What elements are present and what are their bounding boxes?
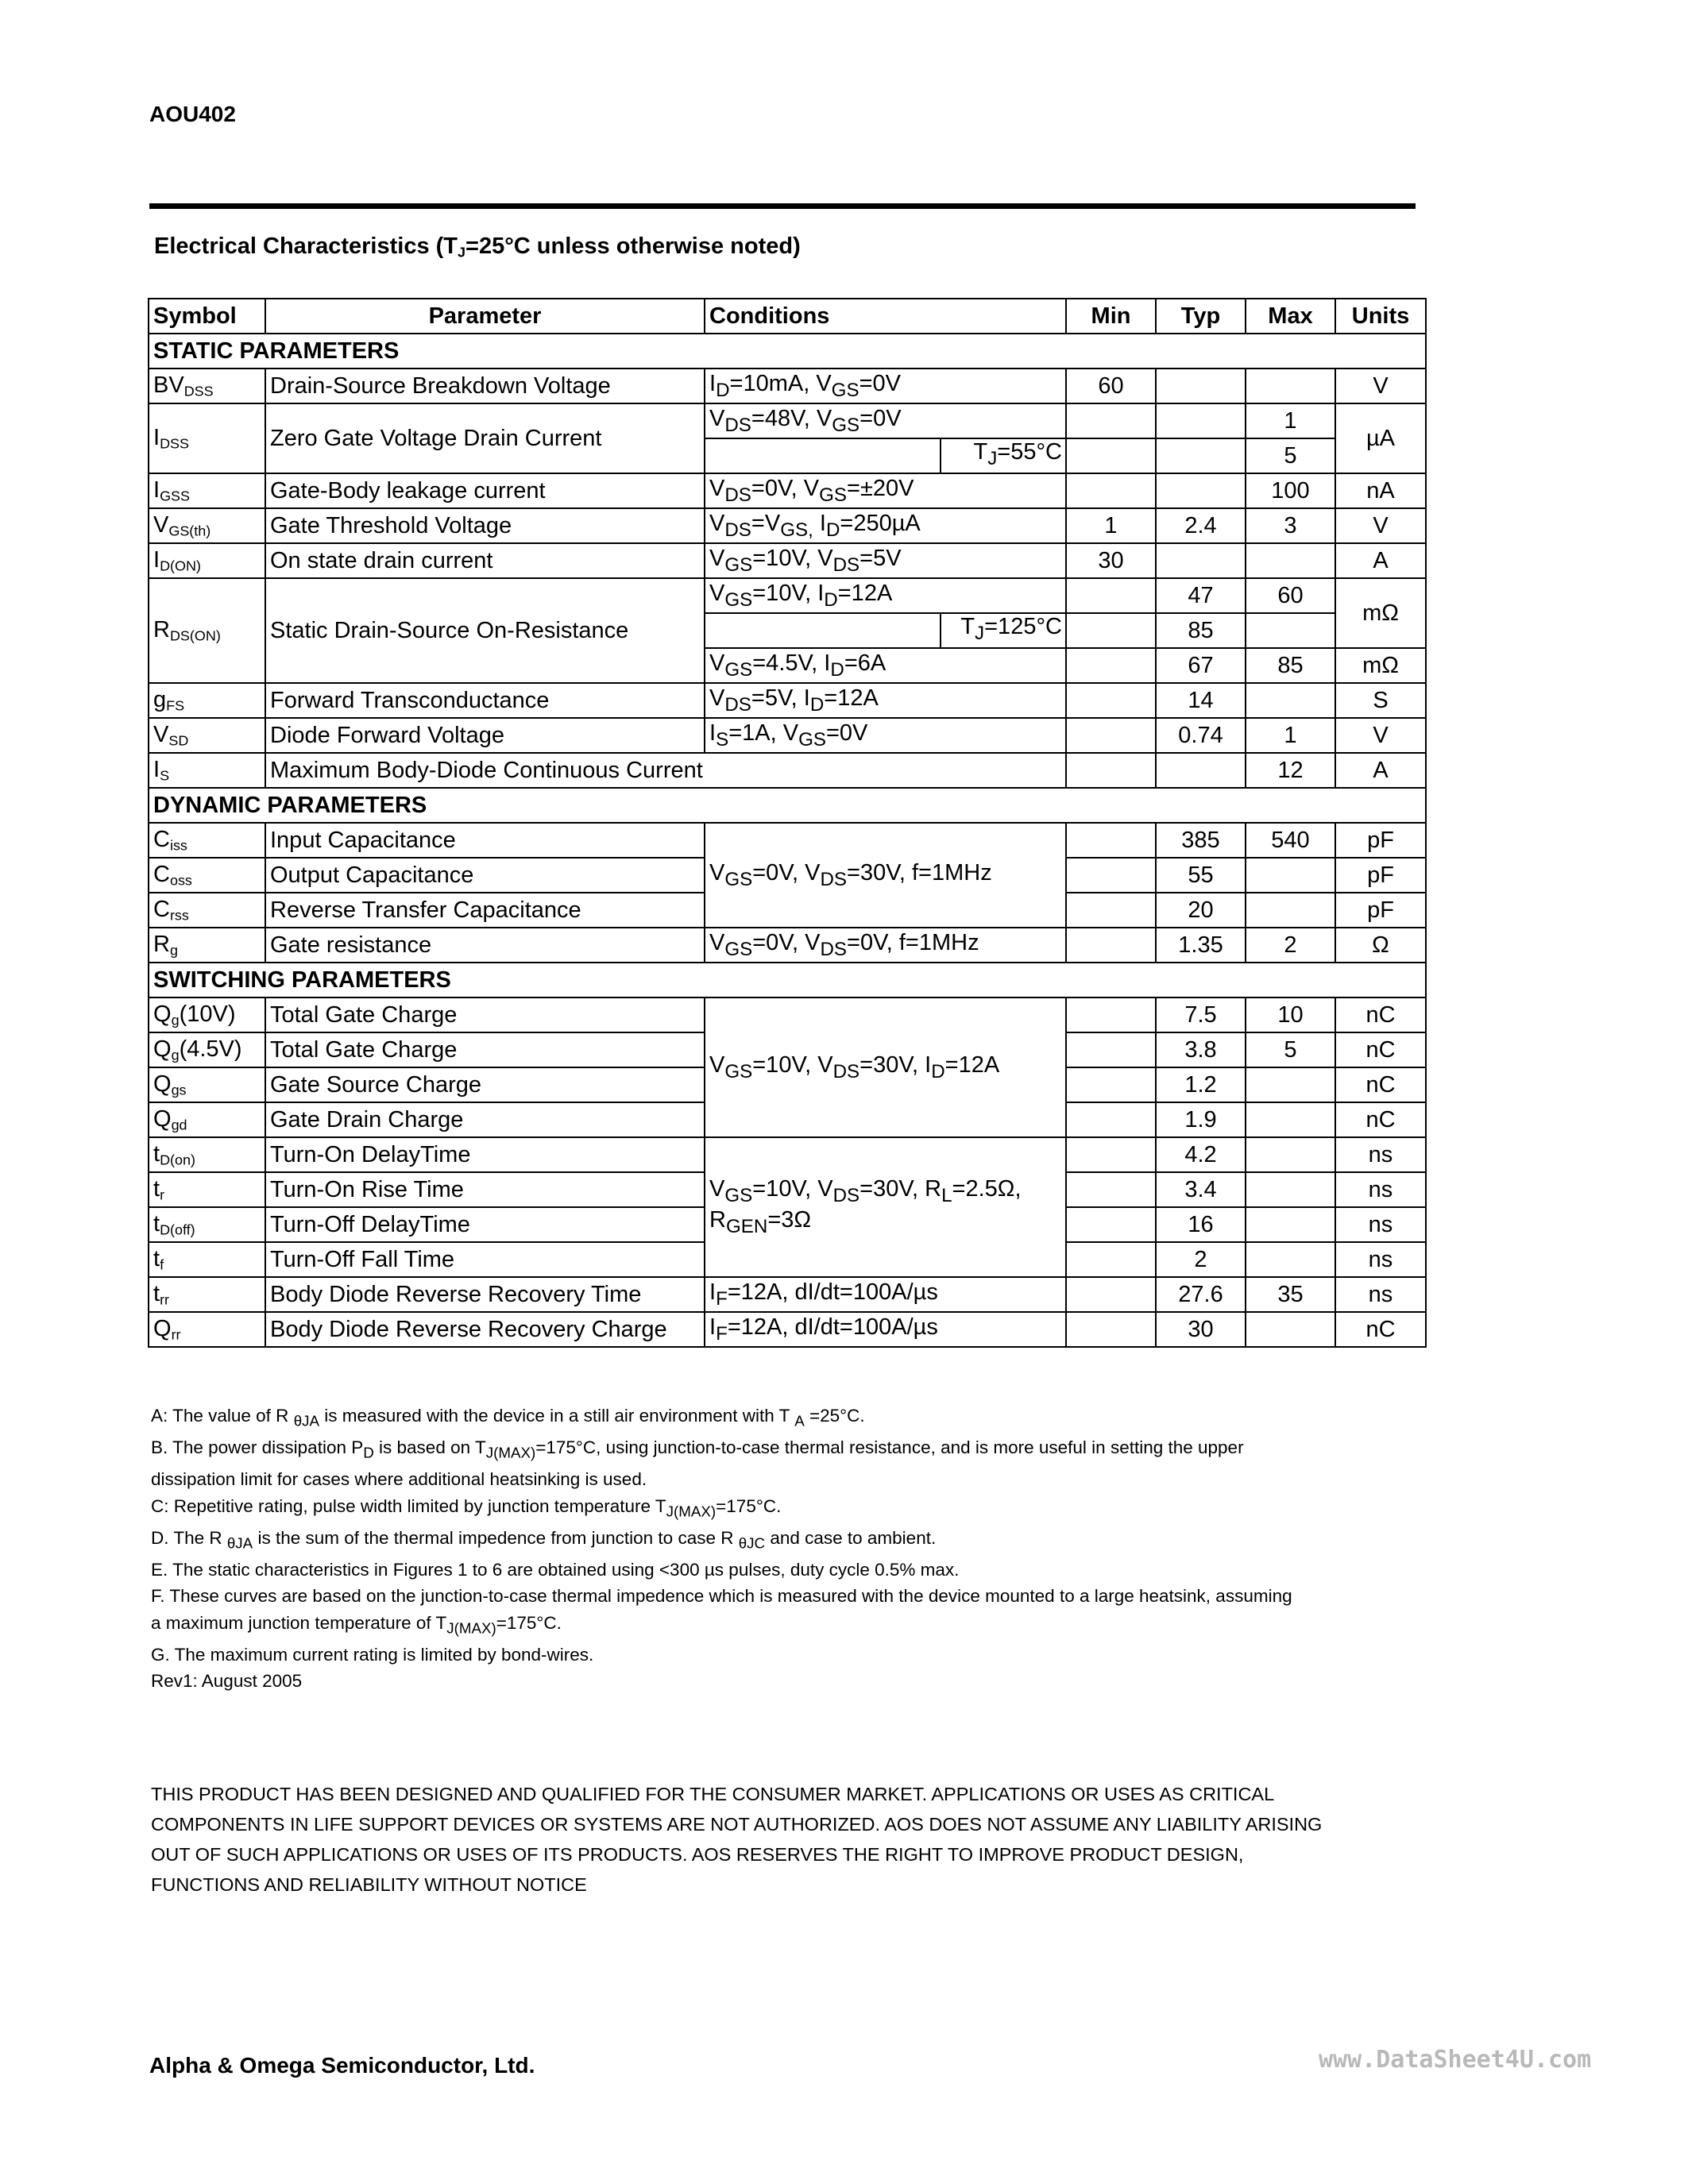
unit-cell: nC	[1335, 1312, 1426, 1347]
symbol-cell: $t_r$	[149, 1172, 265, 1207]
symbol-cell: $Q_{gd}$	[149, 1102, 265, 1137]
group-row-switching	[149, 963, 1426, 997]
typ-cell: 1.2	[1156, 1067, 1246, 1102]
unit-cell: A	[1335, 543, 1426, 578]
max-cell: 1	[1246, 403, 1335, 438]
min-cell	[1066, 1242, 1156, 1277]
typ-cell	[1156, 438, 1246, 473]
unit-cell: ns	[1335, 1172, 1426, 1207]
table-row	[149, 823, 1426, 858]
symbol-cell: $I_{DSS}$	[149, 403, 265, 473]
header-symbol: Symbol	[149, 299, 265, 334]
symbol-cell: $t_f$	[149, 1242, 265, 1277]
table-row	[149, 543, 1426, 578]
typ-cell: 20	[1156, 893, 1246, 928]
parameter-cell: Turn-On Rise Time	[265, 1172, 705, 1207]
unit-cell: ns	[1335, 1277, 1426, 1312]
min-cell	[1066, 928, 1156, 963]
condition-cell: $V_{GS}=10V$, $V_{DS}=30V$, $I_D=12A$	[705, 997, 1066, 1137]
condition-cell: $V_{GS}=10V$, $V_{DS}=30V$, $R_L=2.5\Omega$, $R_{GEN}=3\Omega$	[705, 1137, 1066, 1277]
parameter-cell: Gate Threshold Voltage	[265, 508, 705, 543]
max-cell	[1246, 1102, 1335, 1137]
typ-cell	[1156, 369, 1246, 403]
section-title-prefix: Electrical Characteristics (T	[154, 233, 458, 259]
footnotes	[151, 1403, 1430, 1695]
parameter-cell: Body Diode Reverse Recovery Time	[265, 1277, 705, 1312]
parameter-cell: Diode Forward Voltage	[265, 718, 705, 753]
group-label: DYNAMIC PARAMETERS	[149, 788, 1426, 823]
section-title	[154, 233, 801, 260]
min-cell	[1066, 648, 1156, 683]
unit-cell: nA	[1335, 473, 1426, 508]
symbol-cell: $C_{oss}$	[149, 858, 265, 893]
max-cell	[1246, 1067, 1335, 1102]
typ-cell: 16	[1156, 1207, 1246, 1242]
symbol-cell: $Q_g(10V)$	[149, 997, 265, 1032]
max-cell	[1246, 613, 1335, 648]
disclaimer-line: OUT OF SUCH APPLICATIONS OR USES OF ITS PRODUCTS. AOS RESERVES THE RIGHT TO IMPROVE PRODUCT DESIGN,	[151, 1844, 1244, 1865]
header-max: Max	[1246, 299, 1335, 334]
min-cell	[1066, 893, 1156, 928]
max-cell	[1246, 1207, 1335, 1242]
max-cell	[1246, 1242, 1335, 1277]
parameter-cell: Zero Gate Voltage Drain Current	[265, 403, 705, 473]
symbol-cell: $R_{DS(ON)}$	[149, 578, 265, 683]
table-header-row	[149, 299, 1426, 334]
symbol-cell: $I_S$	[149, 753, 265, 788]
condition-cell: $V_{GS}=10V$, $I_D=12A$	[705, 578, 1066, 613]
unit-cell: µA	[1335, 403, 1426, 473]
symbol-cell: $R_g$	[149, 928, 265, 963]
min-cell	[1066, 1137, 1156, 1172]
min-cell	[1066, 1277, 1156, 1312]
typ-cell: 67	[1156, 648, 1246, 683]
group-row-static	[149, 334, 1426, 369]
parameter-cell: Static Drain-Source On-Resistance	[265, 578, 705, 683]
min-cell	[1066, 718, 1156, 753]
header-units: Units	[1335, 299, 1426, 334]
condition-cell: $V_{GS}=4.5V$, $I_D=6A$	[705, 648, 1066, 683]
max-cell	[1246, 858, 1335, 893]
footnote: A: The value of R $_{\theta JA}$ is measured with the device in a still air environment with T $_A$ =25°C.	[151, 1406, 865, 1430]
min-cell: 30	[1066, 543, 1156, 578]
table-row	[149, 508, 1426, 543]
table-row	[149, 473, 1426, 508]
typ-cell: 55	[1156, 858, 1246, 893]
group-row-dynamic	[149, 788, 1426, 823]
parameter-cell: Input Capacitance	[265, 823, 705, 858]
parameter-cell: Total Gate Charge	[265, 997, 705, 1032]
table-row	[149, 1312, 1426, 1347]
parameter-cell: Body Diode Reverse Recovery Charge	[265, 1312, 705, 1347]
header-typ: Typ	[1156, 299, 1246, 334]
disclaimer-line: FUNCTIONS AND RELIABILITY WITHOUT NOTICE	[151, 1874, 587, 1895]
max-cell	[1246, 369, 1335, 403]
typ-cell: 3.4	[1156, 1172, 1246, 1207]
symbol-cell: $t_{D(on)}$	[149, 1137, 265, 1172]
max-cell	[1246, 543, 1335, 578]
condition-cell: $I_F=12A$, dI/dt=100A/µs	[705, 1312, 1066, 1347]
min-cell	[1066, 1207, 1156, 1242]
unit-cell: ns	[1335, 1137, 1426, 1172]
unit-cell: A	[1335, 753, 1426, 788]
footnote: C: Repetitive rating, pulse width limited by junction temperature $T_{J(MAX)}=175^\circ C$.	[151, 1495, 782, 1519]
parameter-cell: Gate Drain Charge	[265, 1102, 705, 1137]
condition-cell: $V_{GS}=0V$, $V_{DS}=30V$, f=1MHz	[705, 823, 1066, 928]
symbol-cell: $C_{iss}$	[149, 823, 265, 858]
symbol-cell: $V_{GS(th)}$	[149, 508, 265, 543]
unit-cell: V	[1335, 369, 1426, 403]
typ-cell: 14	[1156, 683, 1246, 718]
parameter-cell: Turn-Off DelayTime	[265, 1207, 705, 1242]
max-cell: 1	[1246, 718, 1335, 753]
min-cell	[1066, 1312, 1156, 1347]
table-row	[149, 1277, 1426, 1312]
min-cell	[1066, 1067, 1156, 1102]
typ-cell	[1156, 403, 1246, 438]
symbol-cell: $t_{rr}$	[149, 1277, 265, 1312]
symbol-cell: $Q_{rr}$	[149, 1312, 265, 1347]
typ-cell: 0.74	[1156, 718, 1246, 753]
disclaimer-line: COMPONENTS IN LIFE SUPPORT DEVICES OR SYSTEMS ARE NOT AUTHORIZED. AOS DOES NOT ASSUME ANY LIABILITY ARISING	[151, 1814, 1323, 1835]
typ-cell: 85	[1156, 613, 1246, 648]
condition-cell: $V_{DS}=48V$, $V_{GS}=0V$	[705, 403, 1066, 438]
condition-cell	[705, 438, 1066, 473]
group-label: STATIC PARAMETERS	[149, 334, 1426, 369]
company-name: Alpha & Omega Semiconductor, Ltd.	[149, 2053, 535, 2078]
min-cell	[1066, 1172, 1156, 1207]
unit-cell: ns	[1335, 1207, 1426, 1242]
max-cell: 100	[1246, 473, 1335, 508]
max-cell: 3	[1246, 508, 1335, 543]
parameter-cell: Maximum Body-Diode Continuous Current	[265, 753, 1066, 788]
typ-cell: 4.2	[1156, 1137, 1246, 1172]
unit-cell: nC	[1335, 1067, 1426, 1102]
typ-cell: 47	[1156, 578, 1246, 613]
typ-cell: 385	[1156, 823, 1246, 858]
min-cell: 60	[1066, 369, 1156, 403]
parameter-cell: On state drain current	[265, 543, 705, 578]
table-row	[149, 997, 1426, 1032]
footnote: G. The maximum current rating is limited by bond-wires.	[151, 1644, 594, 1665]
condition-cell: $V_{DS}=0V$, $V_{GS}=\pm 20V$	[705, 473, 1066, 508]
symbol-cell: $g_{FS}$	[149, 683, 265, 718]
footnote: F. These curves are based on the junction-to-case thermal impedence which is measured with the device mounted to a large heatsink, assuming	[151, 1586, 1292, 1606]
group-label: SWITCHING PARAMETERS	[149, 963, 1426, 997]
symbol-cell: $C_{rss}$	[149, 893, 265, 928]
footnote: B. The power dissipation $P_D$ is based on $T_{J(MAX)}=175^\circ C$, using junction-to-case thermal resistance, and is more useful in setting the upper	[151, 1437, 1244, 1461]
max-cell: 2	[1246, 928, 1335, 963]
disclaimer	[151, 1779, 1422, 1900]
min-cell	[1066, 1032, 1156, 1067]
footnote: E. The static characteristics in Figures 1 to 6 are obtained using <300 µs pulses, duty cycle 0.5% max.	[151, 1559, 960, 1580]
parameter-cell: Output Capacitance	[265, 858, 705, 893]
max-cell	[1246, 683, 1335, 718]
unit-cell: mΩ	[1335, 578, 1426, 648]
symbol-cell: $BV_{DSS}$	[149, 369, 265, 403]
symbol-cell: $Q_{gs}$	[149, 1067, 265, 1102]
max-cell: 35	[1246, 1277, 1335, 1312]
revision-note: Rev1: August 2005	[151, 1671, 303, 1691]
condition-cell: $V_{DS}=5V$, $I_D=12A$	[705, 683, 1066, 718]
footnote: dissipation limit for cases where additional heatsinking is used.	[151, 1469, 647, 1489]
min-cell	[1066, 823, 1156, 858]
header-conditions: Conditions	[705, 299, 1066, 334]
unit-cell: pF	[1335, 858, 1426, 893]
unit-cell: V	[1335, 508, 1426, 543]
header-rule	[149, 203, 1416, 209]
condition-cell: $V_{DS}=V_{GS,}$ $I_D=250\mu A$	[705, 508, 1066, 543]
unit-cell: pF	[1335, 893, 1426, 928]
min-cell	[1066, 403, 1156, 438]
table-row	[149, 1137, 1426, 1172]
table-row	[149, 718, 1426, 753]
max-cell	[1246, 1312, 1335, 1347]
unit-cell: mΩ	[1335, 648, 1426, 683]
parameter-cell: Forward Transconductance	[265, 683, 705, 718]
typ-cell: 1.9	[1156, 1102, 1246, 1137]
max-cell: 540	[1246, 823, 1335, 858]
condition-cell: $I_F=12A$, dI/dt=100A/µs	[705, 1277, 1066, 1312]
typ-cell	[1156, 473, 1246, 508]
footnote: a maximum junction temperature of $T_{J(MAX)}=175^\circ C$.	[151, 1612, 562, 1636]
min-cell	[1066, 578, 1156, 613]
table-row	[149, 578, 1426, 613]
max-cell: 10	[1246, 997, 1335, 1032]
disclaimer-line: THIS PRODUCT HAS BEEN DESIGNED AND QUALIFIED FOR THE CONSUMER MARKET. APPLICATIONS OR USES AS CRITICAL	[151, 1784, 1275, 1804]
header-parameter: Parameter	[265, 299, 705, 334]
unit-cell: nC	[1335, 1102, 1426, 1137]
typ-cell: 2	[1156, 1242, 1246, 1277]
max-cell: 5	[1246, 438, 1335, 473]
parameter-cell: Reverse Transfer Capacitance	[265, 893, 705, 928]
min-cell	[1066, 753, 1156, 788]
unit-cell: ns	[1335, 1242, 1426, 1277]
section-title-suffix: =25°C unless otherwise noted)	[465, 233, 801, 259]
symbol-cell: $V_{SD}$	[149, 718, 265, 753]
min-cell	[1066, 858, 1156, 893]
header-min: Min	[1066, 299, 1156, 334]
parameter-cell: Turn-On DelayTime	[265, 1137, 705, 1172]
table-row	[149, 928, 1426, 963]
part-number: AOU402	[149, 102, 236, 126]
table-row	[149, 683, 1426, 718]
unit-cell: V	[1335, 718, 1426, 753]
parameter-cell: Total Gate Charge	[265, 1032, 705, 1067]
parameter-cell: Gate Source Charge	[265, 1067, 705, 1102]
min-cell	[1066, 473, 1156, 508]
parameter-cell: Gate resistance	[265, 928, 705, 963]
min-cell: 1	[1066, 508, 1156, 543]
min-cell	[1066, 613, 1156, 648]
max-cell: 85	[1246, 648, 1335, 683]
typ-cell: 27.6	[1156, 1277, 1246, 1312]
unit-cell: pF	[1335, 823, 1426, 858]
unit-cell: Ω	[1335, 928, 1426, 963]
section-title-sub: J	[458, 244, 466, 260]
typ-cell	[1156, 753, 1246, 788]
typ-cell: 30	[1156, 1312, 1246, 1347]
parameter-cell: Turn-Off Fall Time	[265, 1242, 705, 1277]
max-cell: 12	[1246, 753, 1335, 788]
symbol-cell: $I_{GSS}$	[149, 473, 265, 508]
electrical-characteristics-table	[148, 298, 1427, 1348]
min-cell	[1066, 997, 1156, 1032]
condition-cell: $I_S=1A$, $V_{GS}=0V$	[705, 718, 1066, 753]
typ-cell	[1156, 543, 1246, 578]
condition-cell: $V_{GS}=10V$, $V_{DS}=5V$	[705, 543, 1066, 578]
symbol-cell: $I_{D(ON)}$	[149, 543, 265, 578]
symbol-cell: $t_{D(off)}$	[149, 1207, 265, 1242]
max-cell: 5	[1246, 1032, 1335, 1067]
typ-cell: 2.4	[1156, 508, 1246, 543]
table-row	[149, 753, 1426, 788]
min-cell	[1066, 683, 1156, 718]
typ-cell: 1.35	[1156, 928, 1246, 963]
temperature-condition: $T_J=55^\circ C$	[973, 439, 1062, 469]
typ-cell: 3.8	[1156, 1032, 1246, 1067]
temperature-condition: $T_J=125^\circ C$	[960, 614, 1062, 644]
max-cell	[1246, 1172, 1335, 1207]
condition-cell: $V_{GS}=0V$, $V_{DS}=0V$, f=1MHz	[705, 928, 1066, 963]
min-cell	[1066, 1102, 1156, 1137]
table-row	[149, 403, 1426, 438]
unit-cell: S	[1335, 683, 1426, 718]
condition-cell: $I_D=10mA$, $V_{GS}=0V$	[705, 369, 1066, 403]
max-cell	[1246, 1137, 1335, 1172]
max-cell	[1246, 893, 1335, 928]
min-cell	[1066, 438, 1156, 473]
parameter-cell: Gate-Body leakage current	[265, 473, 705, 508]
unit-cell: nC	[1335, 1032, 1426, 1067]
footnote: D. The R $_{\theta JA}$ is the sum of the thermal impedence from junction to case R $_{\theta JC}$ and case to ambient.	[151, 1527, 937, 1551]
condition-cell	[705, 613, 1066, 648]
unit-cell: nC	[1335, 997, 1426, 1032]
parameter-cell: Drain-Source Breakdown Voltage	[265, 369, 705, 403]
watermark: www.DataSheet4U.com	[1319, 2046, 1592, 2074]
symbol-cell: $Q_g(4.5V)$	[149, 1032, 265, 1067]
max-cell: 60	[1246, 578, 1335, 613]
table-row	[149, 369, 1426, 403]
typ-cell: 7.5	[1156, 997, 1246, 1032]
